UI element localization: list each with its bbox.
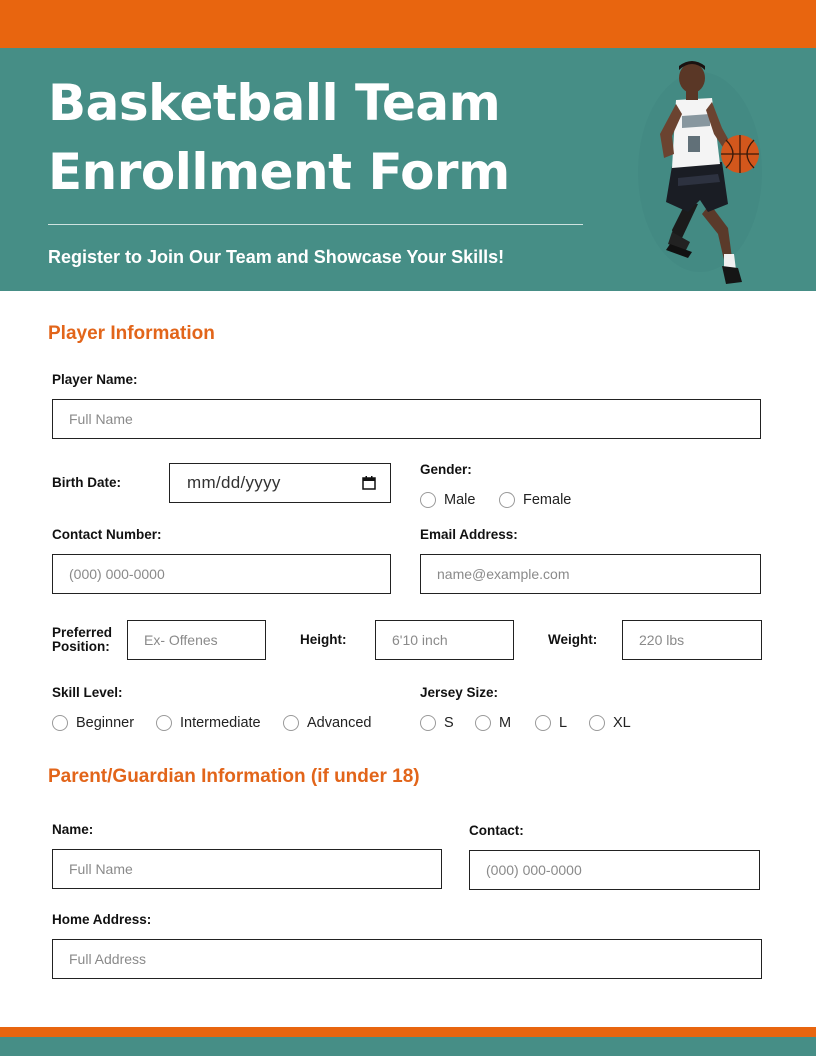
- radio-button[interactable]: [475, 715, 491, 731]
- guardian-name-input[interactable]: [52, 849, 442, 889]
- gender-option-male[interactable]: Male: [420, 492, 475, 508]
- birth-date-label: Birth Date:: [52, 475, 122, 490]
- player-name-input[interactable]: [52, 399, 761, 439]
- guardian-name-label: Name:: [52, 822, 94, 837]
- jersey-option-l[interactable]: L: [535, 715, 567, 731]
- birth-date-input[interactable]: [169, 463, 391, 503]
- player-section-title: Player Information: [48, 323, 215, 344]
- calendar-icon[interactable]: [362, 476, 376, 490]
- jersey-option-m[interactable]: M: [475, 715, 511, 731]
- player-name-label: Player Name:: [52, 372, 138, 387]
- jersey-option-xl[interactable]: XL: [589, 715, 631, 731]
- guardian-section-title: Parent/Guardian Information (if under 18): [48, 766, 420, 787]
- email-input[interactable]: [420, 554, 761, 594]
- jersey-size-label: Jersey Size:: [420, 685, 499, 700]
- home-address-label: Home Address:: [52, 912, 152, 927]
- bottom-teal-bar: [0, 1037, 816, 1056]
- gender-label: Gender:: [420, 462, 472, 477]
- birth-date-placeholder: mm/dd/yyyy: [187, 473, 281, 492]
- contact-number-label: Contact Number:: [52, 527, 162, 542]
- header-divider: [48, 224, 583, 225]
- position-label-line-1: Preferred: [52, 625, 113, 640]
- weight-input[interactable]: [622, 620, 762, 660]
- weight-label: Weight:: [548, 632, 598, 647]
- gender-option-female[interactable]: Female: [499, 492, 571, 508]
- radio-button[interactable]: [420, 715, 436, 731]
- top-accent-bar: [0, 0, 816, 48]
- form-subtitle: Register to Join Our Team and Showcase Your Skills!: [48, 247, 505, 267]
- radio-button[interactable]: [52, 715, 68, 731]
- skill-option-intermediate[interactable]: Intermediate: [156, 715, 261, 731]
- form-title-line-2: Enrollment Form: [48, 143, 510, 201]
- basketball-player-photo: [630, 54, 770, 290]
- skill-option-beginner[interactable]: Beginner: [52, 715, 134, 731]
- radio-button[interactable]: [420, 492, 436, 508]
- radio-button[interactable]: [283, 715, 299, 731]
- radio-button[interactable]: [589, 715, 605, 731]
- position-label-line-2: Position:: [52, 639, 110, 654]
- form-title-line-1: Basketball Team: [48, 74, 501, 132]
- email-label: Email Address:: [420, 527, 518, 542]
- jersey-option-s[interactable]: S: [420, 715, 454, 731]
- skill-option-advanced[interactable]: Advanced: [283, 715, 372, 731]
- radio-button[interactable]: [156, 715, 172, 731]
- contact-number-input[interactable]: [52, 554, 391, 594]
- height-input[interactable]: [375, 620, 514, 660]
- home-address-input[interactable]: [52, 939, 762, 979]
- radio-button[interactable]: [499, 492, 515, 508]
- height-label: Height:: [300, 632, 347, 647]
- guardian-contact-input[interactable]: [469, 850, 760, 890]
- bottom-accent-bar: [0, 1027, 816, 1037]
- radio-button[interactable]: [535, 715, 551, 731]
- skill-level-label: Skill Level:: [52, 685, 123, 700]
- guardian-contact-label: Contact:: [469, 823, 524, 838]
- position-input[interactable]: [127, 620, 266, 660]
